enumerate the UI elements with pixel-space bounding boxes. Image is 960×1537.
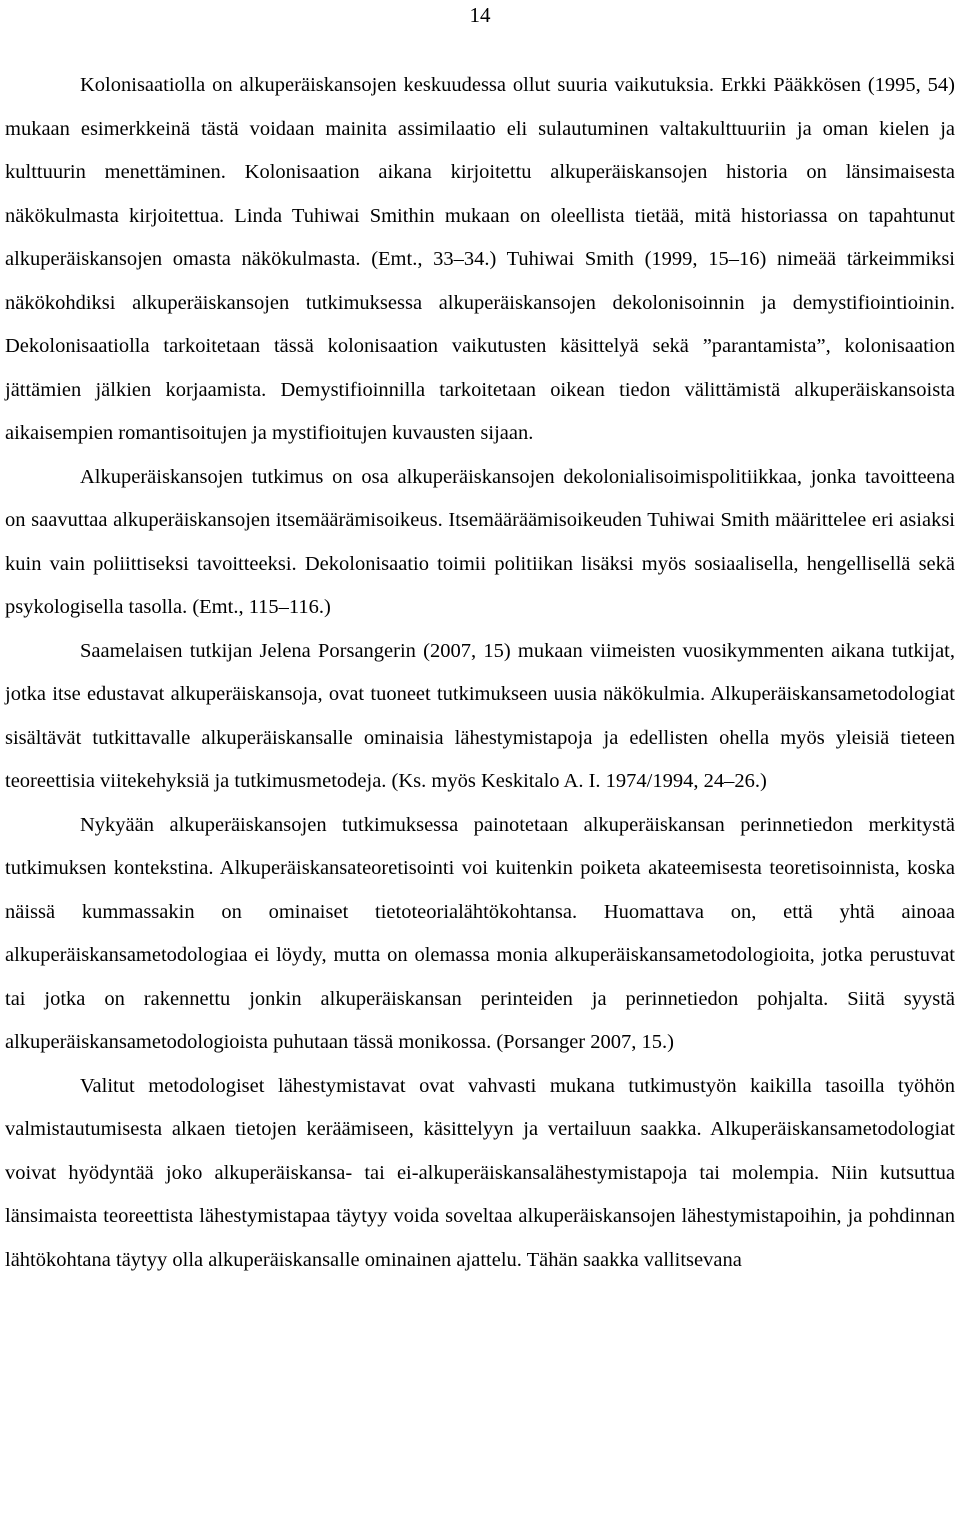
paragraph-2: Alkuperäiskansojen tutkimus on osa alkuperäiskansojen dekolonialisoimispolitiikkaa, jonka tavoitteena on saavuttaa alkuperäiskansojen itsemäärämisoikeus. Itsemääräämisoikeuden Tuhiwai Smith määrittelee eri asiaksi kuin vain poliittiseksi tavoitteeksi. Dekolonisaatio toimii politiikan lisäksi myös sosiaalisella, hengellisellä sekä psykologisella tasolla. (Emt., 115–116.): [5, 465, 955, 618]
paragraph-5: Valitut metodologiset lähestymistavat ovat vahvasti mukana tutkimustyön kaikilla tasoilla työhön valmistautumisesta alkaen tietojen keräämiseen, käsittelyyn ja vertailuun saakka. Alkuperäiskansametodologiat voivat hyödyntää joko alkuperäiskansa- tai ei-alkuperäiskansalähestymistapoja tai molempia. Niin kutsuttua länsimaista teoreettista lähestymistapaa täytyy voida soveltaa alkuperäiskansojen lähestymistapoihin, ja pohdinnan lähtökohtana täytyy olla alkuperäiskansalle ominainen ajattelu. Tähän saakka vallitsevana: [5, 1074, 955, 1271]
paragraph-1: Kolonisaatiolla on alkuperäiskansojen keskuudessa ollut suuria vaikutuksia. Erkki Pääkkösen (1995, 54) mukaan esimerkkeinä tästä voidaan mainita assimilaatio eli sulautuminen valtakulttuuriin ja oman kielen ja kulttuurin menettäminen. Kolonisaation aikana kirjoitettu alkuperäiskansojen historia on länsimaisesta näkökulmasta kirjoitettua. Linda Tuhiwai Smithin mukaan on oleellista tietää, mitä historiassa on tapahtunut alkuperäiskansojen omasta näkökulmasta. (Emt., 33–34.) Tuhiwai Smith (1999, 15–16) nimeää tärkeimmiksi näkökohdiksi alkuperäiskansojen tutkimuksessa alkuperäiskansojen dekolonisoinnin ja demystifiointioinin. Dekolonisaatiolla tarkoitetaan tässä kolonisaation vaikutusten käsittelyä sekä ”parantamista”, kolonisaation jättämien jälkien korjaamista. Demystifioinnilla tarkoitetaan oikean tiedon välittämistä alkuperäiskansoista aikaisempien romantisoitujen ja mystifioitujen kuvausten sijaan.: [5, 74, 955, 444]
paragraph-3: Saamelaisen tutkijan Jelena Porsangerin (2007, 15) mukaan viimeisten vuosikymmenten aikana tutkijat, jotka itse edustavat alkuperäiskansoja, ovat tuoneet tutkimukseen uusia näkökulmia. Alkuperäiskansametodologiat sisältävät tutkittavalle alkuperäiskansalle ominaisia lähestymistapoja ja edellisten ohella myös yleisiä tieteen teoreettisia viitekehyksiä ja tutkimusmetodeja. (Ks. myös Keskitalo A. I. 1974/1994, 24–26.): [5, 639, 955, 792]
body-text: [5, 64, 955, 1282]
paragraph-4: Nykyään alkuperäiskansojen tutkimuksessa painotetaan alkuperäiskansan perinnetiedon merkitystä tutkimuksen kontekstina. Alkuperäiskansateoretisointi voi kuitenkin poiketa akateemisesta teoretisoinnista, koska näissä kummassakin on ominaiset tietoteorialähtökohtansa. Huomattava on, että yhtä ainoaa alkuperäiskansametodologiaa ei löydy, mutta on olemassa monia alkuperäiskansametodologioita, jotka perustuvat tai jotka on rakennettu jonkin alkuperäiskansan perinteiden ja perinnetiedon pohjalta. Siitä syystä alkuperäiskansametodologioista puhutaan tässä monikossa. (Porsanger 2007, 15.): [5, 813, 955, 1053]
page-number: 14: [469, 3, 491, 27]
